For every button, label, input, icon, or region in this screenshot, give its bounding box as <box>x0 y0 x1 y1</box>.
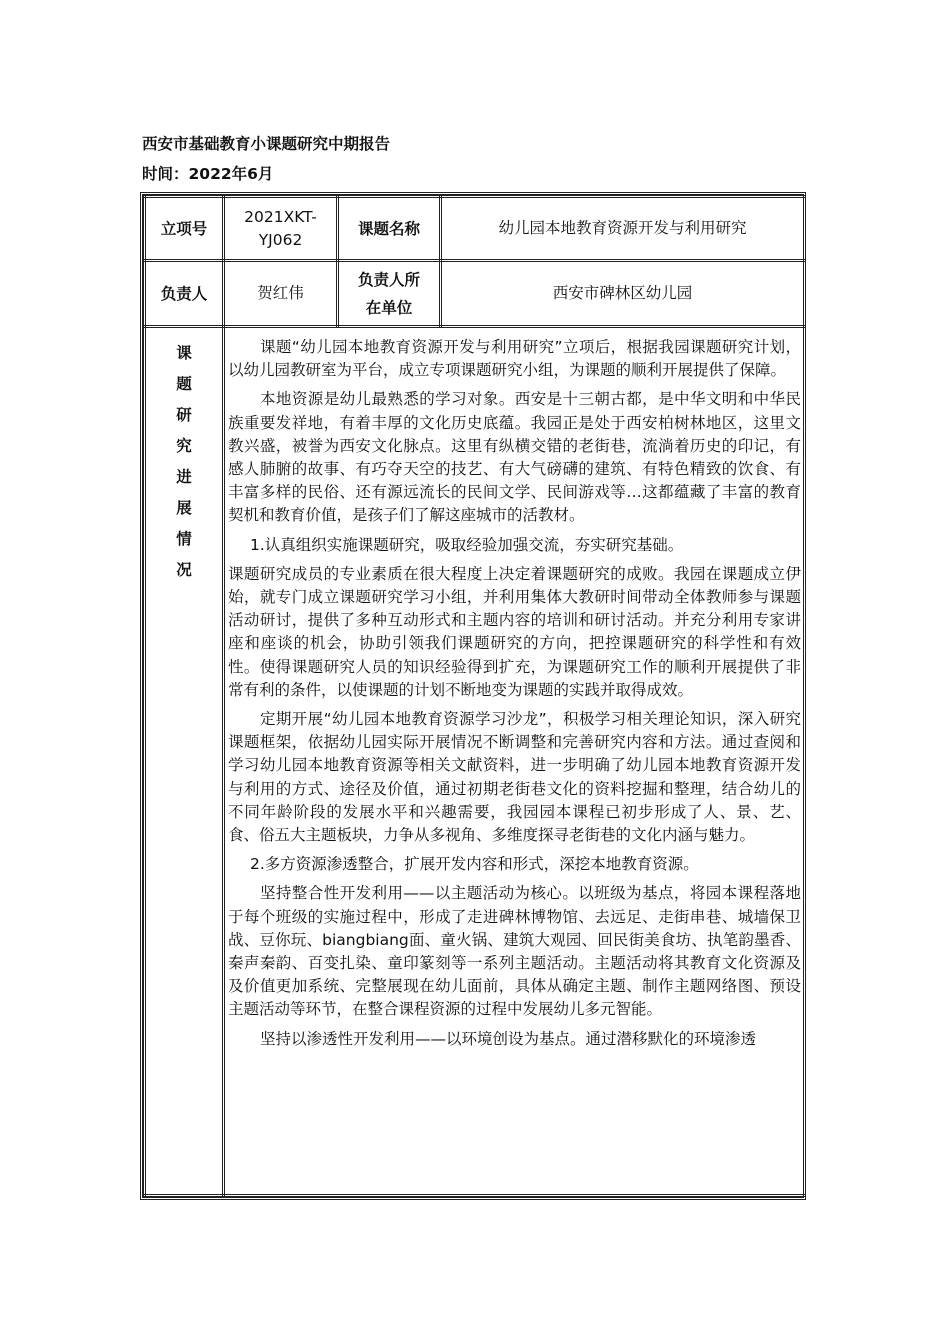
report-title: 西安市基础教育小课题研究中期报告 <box>142 135 391 153</box>
value-leader-unit: 西安市碑林区幼儿园 <box>441 261 805 327</box>
progress-label-char: 研 <box>176 406 192 424</box>
paragraph-salon: 定期开展“幼儿园本地教育资源学习沙龙”，积极学习相关理论知识，深入研究课题框架，依据幼儿园实际开展情况不断调整和完善研究内容和方法。通过查阅和学习幼儿园本地教育资源等相关文献资料，进一步明确了幼儿园本地教育资源开发与利用的方式、途径及价值，通过初期老街巷文化的资料挖掘和整理，结合幼儿的不同年龄阶段的发展水平和兴趣需要，我园园本课程已初步形成了人、景、艺、食、俗五大主题板块，力争从多视角、多维度探寻老街巷的文化内涵与魅力。 <box>228 710 801 845</box>
progress-label-char: 展 <box>176 499 192 517</box>
value-project-name: 幼儿园本地教育资源开发与利用研究 <box>441 197 805 261</box>
paragraph-environment: 坚持以渗透性开发利用——以环境创设为基点。通过潜移默化的环境渗透 <box>260 1029 757 1048</box>
paragraph-heading-1: 1.认真组织实施课题研究，吸取经验加强交流，夯实研究基础。 <box>250 535 684 554</box>
label-project-id: 立项号 <box>145 197 224 261</box>
label-project-name: 课题名称 <box>338 197 441 261</box>
label-progress <box>145 327 224 1196</box>
paragraph-theme-activities: 坚持整合性开发利用——以主题活动为核心。以班级为基点，将园本课程落地于每个班级的实施过程中，形成了走进碑林博物馆、去远足、走街串巷、城墙保卫战、豆你玩、biangbiang面、童火锅、建筑大观园、回民街美食坊、执笔韵墨香、秦声秦韵、百变扎染、童印篆刻等一系列主题活动。主题活动将其教育文化资源及及价值更加系统、完整展现在幼儿面前，具体从确定主题、制作主题网络图、预设主题活动等环节，在整合课程资源的过程中发展幼儿多元智能。 <box>228 884 801 1019</box>
paragraph-heading-2: 2.多方资源渗透整合，扩展开发内容和形式，深挖本地教育资源。 <box>250 855 699 874</box>
paragraph-team-quality: 课题研究成员的专业素质在很大程度上决定着课题研究的成败。我园在课题成立伊始，就专门成立课题研究学习小组，并利用集体大教研时间带动全体教师参与课题活动研讨，提供了多种互动形式和主题内容的培训和研讨活动。并充分利用专家讲座和座谈的机会，协助引领我们课题研究的方向，把控课题研究的科学性和有效性。使得课题研究人员的知识经验得到扩充，为课题研究工作的顺利开展提供了非常有利的条件，以使课题的计划不断地变为课题的实践并取得成效。 <box>228 564 801 699</box>
progress-label-char: 情 <box>176 530 192 548</box>
paragraph-local-resources: 本地资源是幼儿最熟悉的学习对象。西安是十三朝古都，是中华文明和中华民族重要发祥地，有着丰厚的文化历史底蕴。我园正是处于西安柏树林地区，这里文教兴盛，被誉为西安文化脉点。这里有纵横交错的老街巷，流淌着历史的印记，有感人肺腑的故事、有巧夺天空的技艺、有大气磅礴的建筑、有特色精致的饮食、有丰富多样的民俗、还有源远流长的民间文学、民间游戏等…这都蕴藏了丰富的教育契机和教育价值，是孩子们了解这座城市的活教材。 <box>228 390 801 525</box>
progress-label-char: 究 <box>176 437 192 455</box>
report-form-table <box>140 192 806 1200</box>
progress-content <box>224 327 805 1196</box>
report-date: 时间：2022年6月 <box>142 165 274 183</box>
table-row-progress <box>145 327 805 1196</box>
value-leader: 贺红伟 <box>224 261 338 327</box>
label-leader-unit: 负责人所在单位 <box>338 261 441 327</box>
progress-label-char: 况 <box>176 561 192 579</box>
progress-label-char: 课 <box>176 344 192 362</box>
value-project-id: 2021XKT-YJ062 <box>224 197 338 261</box>
progress-label-char: 题 <box>176 375 192 393</box>
label-leader: 负责人 <box>145 261 224 327</box>
table-row-project <box>145 197 805 261</box>
paragraph-intro: 课题“幼儿园本地教育资源开发与利用研究”立项后，根据我园课题研究计划，以幼儿园教研室为平台，成立专项课题研究小组，为课题的顺利开展提供了保障。 <box>228 338 801 380</box>
progress-label-vertical <box>146 328 222 586</box>
table-row-leader <box>145 261 805 327</box>
progress-label-char: 进 <box>176 468 192 486</box>
